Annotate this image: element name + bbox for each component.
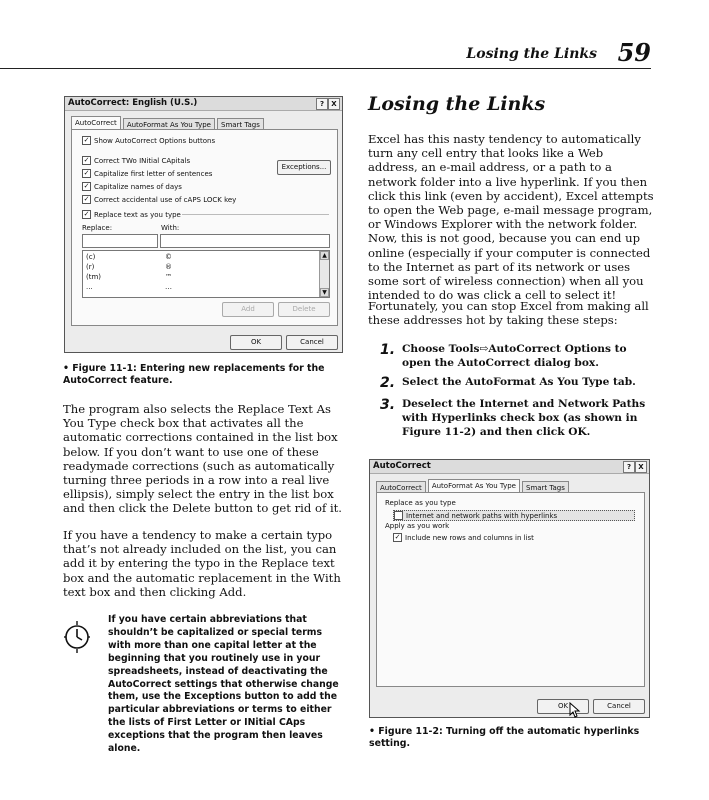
option-label: Correct accidental use of cAPS LOCK key [94, 195, 237, 204]
dialog-title-bar [65, 97, 342, 111]
list-item-with[interactable]: … [165, 283, 172, 291]
right-paragraph-1: Excel has this nasty tendency to automatically turn any cell entry that looks like a Web address, an e-mail address, or a path to a network folder into a live hyperlink. If you then click this link (even by accident), Excel attempts to open the Web page, e-mail message program, or Windows Explorer with the network folder. Now, this is not good, because you can end up online (especially if your computer is connected to the Internet as part of its network or uses some sort of wireless connection) when all you intended to do was click a cell to select it! [368, 132, 654, 303]
cancel-button[interactable]: Cancel [593, 699, 645, 714]
list-item-with[interactable]: © [165, 253, 172, 261]
tab-panel [376, 492, 645, 687]
step-text: Deselect the Internet and Network Paths with Hyperlinks check box (as shown in Figure 11-2) and then click OK. [402, 398, 646, 438]
option-capitalize-days[interactable] [82, 182, 182, 191]
autocorrect-dialog-figure2 [369, 459, 650, 718]
caption-text: Turning off the automatic hyperlinks setting. [369, 726, 640, 750]
option-label: Capitalize names of days [94, 182, 182, 191]
tab-autocorrect[interactable]: AutoCorrect [71, 116, 121, 131]
close-icon[interactable]: X [328, 98, 340, 110]
checkbox-checked-icon[interactable]: ✓ [83, 195, 90, 203]
right-paragraph-2: Fortunately, you can stop Excel from making all these addresses hot by taking these steps: [368, 299, 649, 328]
caption-label: • Figure 11-1: [63, 363, 137, 374]
replace-label: Replace: [82, 224, 113, 232]
checkbox-checked-icon[interactable]: ✓ [83, 156, 90, 164]
dialog-title-bar [370, 460, 649, 474]
tab-smart-tags[interactable]: Smart Tags [522, 481, 569, 494]
cancel-button[interactable]: Cancel [286, 335, 338, 350]
page-number: 59 [617, 38, 651, 67]
option-label: Replace text as you type [94, 210, 181, 219]
scroll-up-icon[interactable]: ▲ [320, 251, 329, 260]
autocorrect-dialog-figure1 [64, 96, 343, 353]
figure1-caption [63, 363, 333, 387]
checkbox-checked-icon[interactable]: ✓ [83, 169, 90, 177]
replace-as-you-type-option[interactable] [82, 210, 181, 219]
step-number: 1. [380, 342, 396, 358]
tab-autoformat[interactable]: AutoFormat As You Type [428, 479, 520, 494]
dialog-title: AutoCorrect: English (U.S.) [68, 98, 198, 108]
group-label: Replace as you type [385, 499, 456, 507]
clock-icon [63, 617, 91, 657]
list-item-replace[interactable]: (r) [86, 263, 95, 271]
left-paragraph-1: The program also selects the Replace Text As You Type check box that activates all the automatic corrections contained in the list box below. If you don’t want to use one of these readymade corrections (such as automatically turning three periods in a row into a real live ellipsis), simply select the entry in the list box and then click the Delete button to get rid of it. [63, 402, 342, 516]
exceptions-button[interactable]: Exceptions... [277, 160, 331, 175]
option-label: Capitalize first letter of sentences [94, 169, 213, 178]
list-item-with[interactable]: ® [165, 263, 172, 271]
replacement-list[interactable] [82, 250, 330, 298]
checkbox-unchecked-icon[interactable] [394, 511, 403, 520]
with-input[interactable] [160, 234, 330, 248]
tab-autoformat[interactable]: AutoFormat As You Type [123, 118, 215, 131]
dialog-title: AutoCorrect [373, 461, 431, 471]
group-label: Apply as you work [385, 522, 450, 530]
list-item-replace[interactable]: ... [86, 283, 93, 291]
left-paragraph-2: If you have a tendency to make a certain typo that’s not already included on the list, you can add it by entering the typo in the Replace text box and the automatic replacement in the With text box and then clicking Add. [63, 528, 341, 599]
tab-smart-tags[interactable]: Smart Tags [217, 118, 264, 131]
close-icon[interactable]: X [635, 461, 647, 473]
step-text: Select the AutoFormat As You Type tab. [402, 376, 636, 388]
list-item-replace[interactable]: (c) [86, 253, 96, 261]
replace-input[interactable] [82, 234, 158, 248]
show-buttons-option[interactable] [82, 136, 215, 145]
checkbox-checked-icon[interactable]: ✓ [394, 533, 401, 541]
caption-label: • Figure 11-2: [369, 726, 443, 737]
include-rows-option[interactable] [393, 533, 534, 542]
add-button[interactable]: Add [222, 302, 274, 317]
tab-autocorrect[interactable]: AutoCorrect [376, 481, 426, 494]
mouse-pointer-icon [569, 702, 581, 718]
tab-panel [71, 129, 338, 326]
checkbox-checked-icon[interactable]: ✓ [83, 136, 90, 144]
option-two-initial-caps[interactable] [82, 156, 190, 165]
scroll-down-icon[interactable]: ▼ [320, 288, 329, 297]
ok-button[interactable]: OK [537, 699, 589, 714]
option-caps-lock[interactable] [82, 195, 236, 204]
checkbox-checked-icon[interactable]: ✓ [83, 182, 90, 190]
option-label: Correct TWo INitial CApitals [94, 156, 191, 165]
tip-text: If you have certain abbreviations that shouldn’t be capitalized or special terms with more than one capital letter at the beginning that you routinely use in your spreadsheets, instead of deactivating the AutoCorrect settings that otherwise change them, use the Exceptions button to add the particular abbreviations or terms to either the lists of First Letter or INitial CAps exceptions that the program then leaves alone. [108, 614, 339, 755]
ok-button[interactable]: OK [230, 335, 282, 350]
hyperlinks-option[interactable] [393, 510, 635, 521]
group-divider [182, 214, 329, 215]
checkbox-checked-icon[interactable]: ✓ [83, 210, 90, 218]
option-label: Show AutoCorrect Options buttons [94, 136, 216, 145]
option-label: Include new rows and columns in list [405, 533, 534, 542]
with-label: With: [161, 224, 180, 232]
list-item-with[interactable]: ™ [165, 273, 172, 281]
running-header-title: Losing the Links [466, 46, 597, 62]
section-title: Losing the Links [368, 93, 546, 115]
list-scrollbar[interactable] [319, 251, 329, 297]
header-rule [0, 68, 651, 69]
option-capitalize-sentences[interactable] [82, 169, 212, 178]
step-number: 3. [380, 397, 396, 413]
step-number: 2. [380, 375, 396, 391]
step-text: Choose Tools⇨AutoCorrect Options to open the AutoCorrect dialog box. [402, 343, 627, 369]
delete-button[interactable]: Delete [278, 302, 330, 317]
figure2-caption [369, 726, 659, 750]
list-item-replace[interactable]: (tm) [86, 273, 102, 281]
help-icon[interactable]: ? [623, 461, 635, 473]
option-label: Internet and network paths with hyperlinks [406, 511, 558, 520]
caption-text: Entering new replacements for the AutoCorrect feature. [63, 363, 325, 387]
help-icon[interactable]: ? [316, 98, 328, 110]
